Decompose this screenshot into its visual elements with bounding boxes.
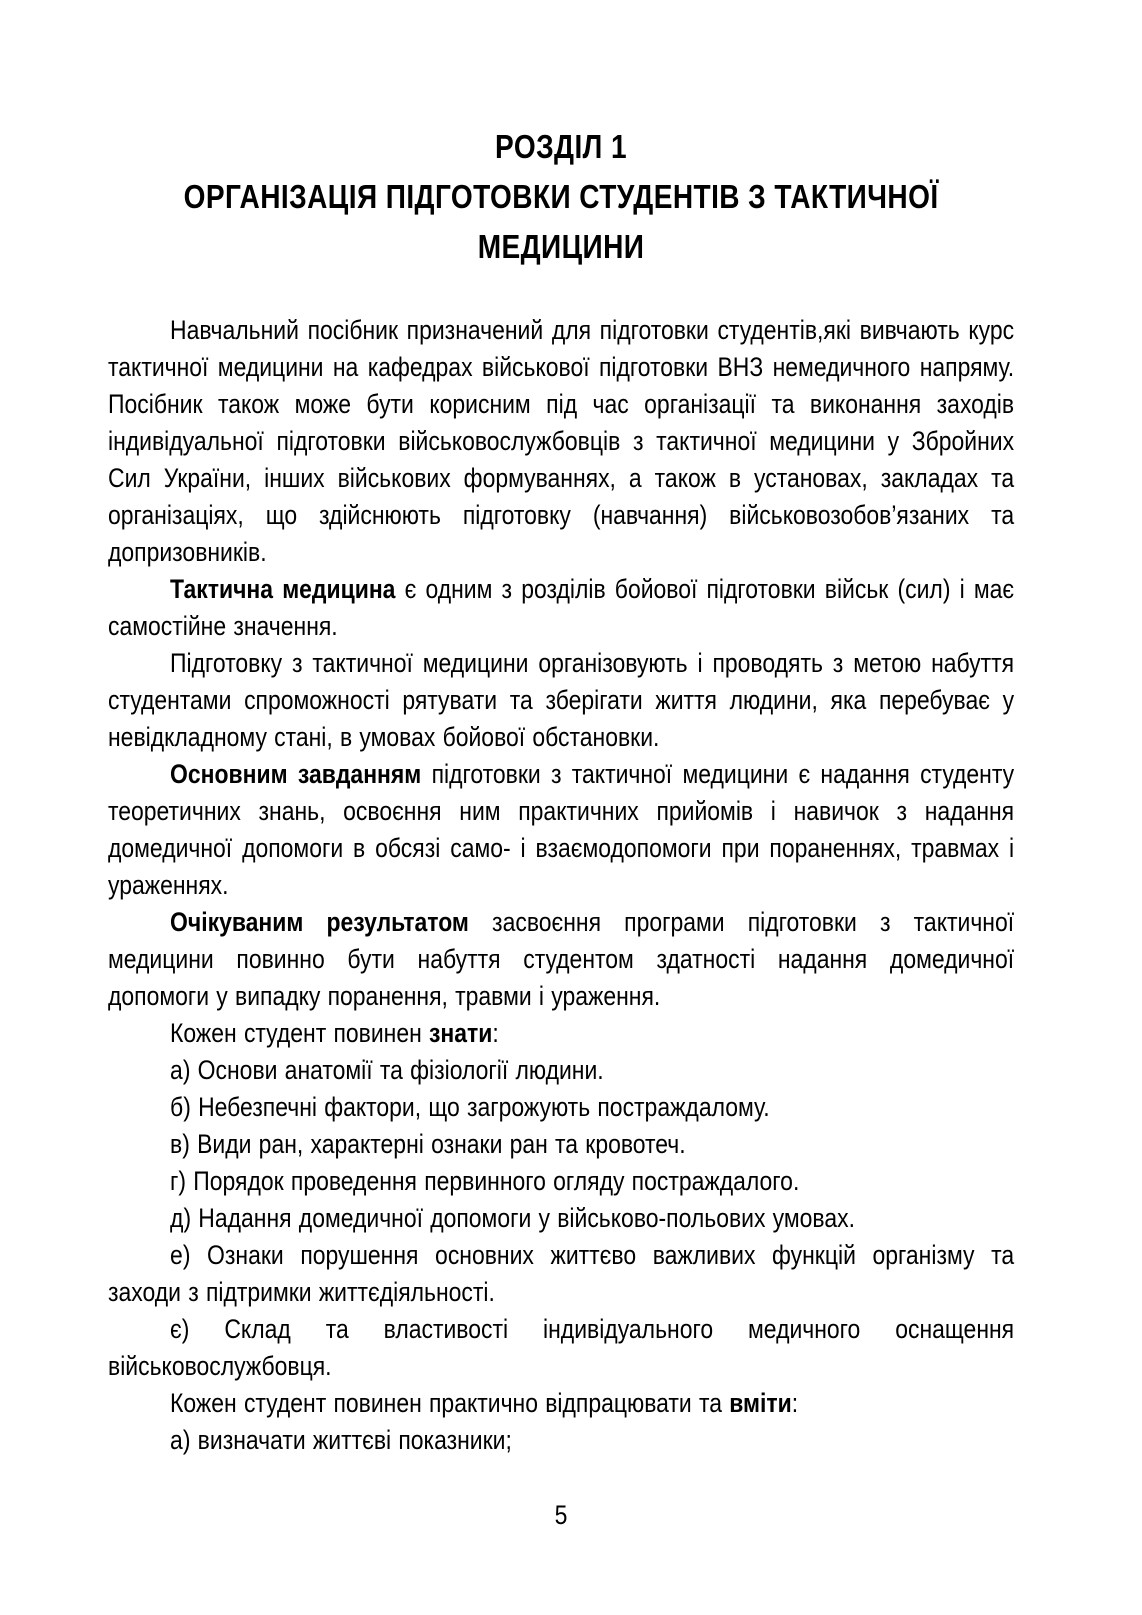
paragraph-bold-text: Тактична медицина xyxy=(170,574,396,604)
paragraph-bold-text: вміти xyxy=(729,1388,792,1418)
paragraph-text: а) Основи анатомії та фізіології людини. xyxy=(170,1055,604,1085)
paragraph xyxy=(108,1200,1014,1237)
paragraph xyxy=(108,1163,1014,1200)
paragraph-bold-text: Очікуваним результатом xyxy=(170,907,469,937)
paragraph-text: Навчальний посібник призначений для підготовки студентів,які вивчають курс тактичної медицини на кафедрах військової підготовки ВНЗ немедичного напряму. Посібник також може бути корисним під час організації та виконання заходів індивідуальної підготовки військовослужбовців з тактичної медицини у Збройних Сил України, інших військових формуваннях, а також в установах, закладах та організаціях, що здійснюють підготовку (навчання) військовозобов’язаних та допризовників. xyxy=(108,315,1015,567)
paragraph-text: а) визначати життєві показники; xyxy=(170,1425,512,1455)
paragraph xyxy=(108,1126,1014,1163)
paragraph-text: підготовки з тактичної медицини є надання студенту теоретичних знань, освоєння ним практичних прийомів і навичок з надання домедичної допомоги в обсязі само- і взаємодопомоги при пораненнях, травмах і ураженнях. xyxy=(108,759,1015,900)
paragraph-bold-text: знати xyxy=(429,1018,493,1048)
page-number: 5 xyxy=(554,1500,568,1530)
paragraph xyxy=(108,1385,1014,1422)
paragraph xyxy=(108,1237,1014,1311)
paragraph-text: : xyxy=(791,1388,799,1418)
paragraph-text: Кожен студент повинен практично відпрацювати та xyxy=(170,1388,730,1418)
paragraph-text: д) Надання домедичної допомоги у військово-польових умовах. xyxy=(170,1203,855,1233)
document-body xyxy=(108,312,1014,1459)
chapter-number: РОЗДІЛ 1 xyxy=(495,128,628,165)
paragraph-text: г) Порядок проведення первинного огляду постраждалого. xyxy=(170,1166,800,1196)
paragraph xyxy=(108,1015,1014,1052)
page-content xyxy=(108,122,1014,1534)
paragraph xyxy=(108,1052,1014,1089)
paragraph xyxy=(108,904,1014,1015)
paragraph xyxy=(108,312,1014,571)
paragraph xyxy=(108,571,1014,645)
paragraph-text: б) Небезпечні фактори, що загрожують постраждалому. xyxy=(170,1092,770,1122)
paragraph-text: : xyxy=(492,1018,499,1048)
paragraph-text: засвоєння програми підготовки з тактичної медицини повинно бути набуття студентом здатності надання домедичної допомоги у випадку поранення, травми і ураження. xyxy=(108,907,1015,1011)
paragraph xyxy=(108,1422,1014,1459)
paragraph xyxy=(108,756,1014,904)
paragraph-text: Кожен студент повинен xyxy=(170,1018,430,1048)
chapter-name: ОРГАНІЗАЦІЯ ПІДГОТОВКИ СТУДЕНТІВ З ТАКТИЧНОЇ МЕДИЦИНИ xyxy=(183,178,939,265)
paragraph xyxy=(108,1311,1014,1385)
paragraph-text: є) Склад та властивості індивідуального медичного оснащення військовослужбовця. xyxy=(108,1314,1015,1381)
paragraph-bold-text: Основним завданням xyxy=(170,759,422,789)
paragraph xyxy=(108,1089,1014,1126)
paragraph xyxy=(108,645,1014,756)
paragraph-text: е) Ознаки порушення основних життєво важливих функцій організму та заходи з підтримки життєдіяльності. xyxy=(108,1240,1015,1307)
paragraph-text: Підготовку з тактичної медицини організовують і проводять з метою набуття студентами спроможності рятувати та зберігати життя людини, яка перебуває у невідкладному стані, в умовах бойової обстановки. xyxy=(108,648,1015,752)
chapter-title xyxy=(108,122,1014,272)
paragraph-text: в) Види ран, характерні ознаки ран та кровотеч. xyxy=(170,1129,686,1159)
paragraph-text: є одним з розділів бойової підготовки військ (сил) і має самостійне значення. xyxy=(108,574,1015,641)
